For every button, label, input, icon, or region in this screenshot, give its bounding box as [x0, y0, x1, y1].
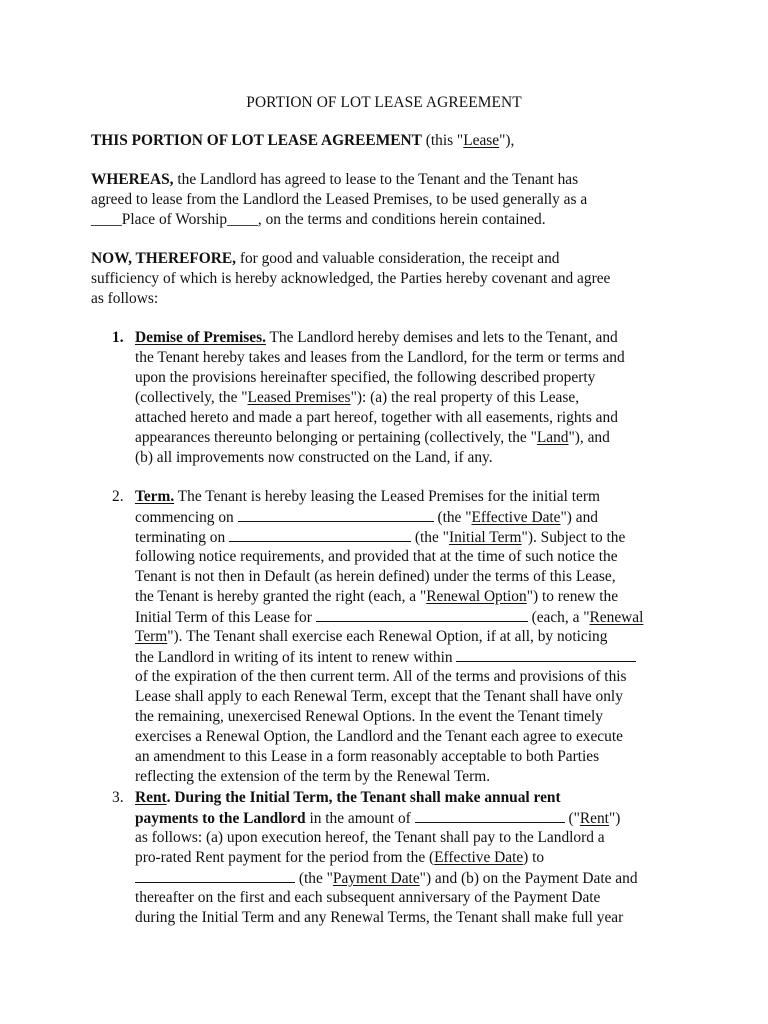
section-heading: Demise of Premises.: [135, 329, 266, 346]
defined-term-land: Land: [536, 429, 569, 446]
defined-term-initial-term: Initial Term: [448, 529, 522, 546]
blank-termination-date[interactable]: [229, 527, 411, 542]
now-therefore-bold: NOW, THEREFORE,: [91, 250, 236, 267]
section-heading: Rent: [135, 789, 167, 806]
defined-term-leased-premises: Leased Premises: [247, 389, 351, 406]
whereas-bold: WHEREAS,: [91, 171, 174, 188]
blank-rent-amount[interactable]: [415, 808, 565, 823]
whereas-paragraph: WHEREAS, the Landlord has agreed to lease to the Tenant and the Tenant has agreed to lease from the Landlord the Leased Premises, to be used generally as a ____Place of Worship____, on the terms and conditions herein contained.: [91, 171, 588, 228]
defined-term-effective-date: Effective Date: [471, 509, 561, 526]
defined-term-term: Term: [135, 628, 168, 645]
document-title: PORTION OF LOT LEASE AGREEMENT: [246, 94, 522, 111]
defined-term-effective-date: Effective Date: [434, 849, 524, 866]
section-heading: Term.: [135, 488, 175, 505]
defined-term-renewal-option: Renewal Option: [426, 588, 527, 605]
defined-term-lease: Lease: [463, 132, 500, 149]
section-number: 2.: [112, 488, 124, 505]
now-therefore-paragraph: NOW, THEREFORE, for good and valuable consideration, the receipt and sufficiency of which is hereby acknowledged, the Parties hereby covenant and agree as follows:: [91, 250, 611, 307]
section-number: 3.: [112, 789, 124, 806]
defined-term-renewal: Renewal: [589, 609, 644, 626]
intro-paragraph: THIS PORTION OF LOT LEASE AGREEMENT (this "Lease"),: [91, 132, 515, 149]
blank-notice-period[interactable]: [456, 647, 636, 662]
defined-term-rent: Rent: [579, 810, 609, 827]
intro-bold: THIS PORTION OF LOT LEASE AGREEMENT: [91, 132, 422, 149]
blank-payment-date[interactable]: [135, 868, 295, 883]
use-field: ____Place of Worship____: [91, 211, 258, 228]
document-page: PORTION OF LOT LEASE AGREEMENT THIS PORTION OF LOT LEASE AGREEMENT (this "Lease"), WHEREAS, the Landlord has agreed to lease to the Tenant and the Tenant has agreed to lease from the Landlord the Leased Premises, to be used generally as a ____Place of Worship____, on the terms and conditions herein contained. NOW, THEREFORE, for good and valuable consideration, the receipt and sufficiency of which is hereby acknowledged, the Parties hereby covenant and agree as follows: 1. Demise of Premises. The Landlord hereby demises and lets to the Tenant, and the Tenant hereby takes and leases from the Landlord, for the term or terms and upon the provisions hereinafter specified, the following described property (collectively, the "Leased Premises"): (a) the real property of this Lease, attached hereto and made a part hereof, together with all easements, rights and appearances thereunto belonging or pertaining (collectively, the "Land"), and (b) all improvements now constructed on the Land, if any. 2. Term. The Tenant is hereby leasing the Leased Premises for the initial term commencing on (the "Effective Date") and terminating on (the "Initial Term"). Subject to the following notice requirements, and provided that at the time of such notice the Tenant is not then in Default (as herein defined) under the terms of this Lease, the Tenant is hereby granted the right (each, a "Renewal Option") to renew the Initial Term of this Lease for (each, a "Renewal Term"). The Tenant shall exercise each Renewal Option, if at all, by noticing the Landlord in writing of its intent to renew within of the expiration of the then current term. All of the terms and provisions of this Lease shall apply to each Renewal Term, except that the Tenant shall have only the remaining, unexercised Renewal Options. In the event the Tenant timely exercises a Renewal Option, the Landlord and the Tenant each agree to execute an amendment to this Lease in a form reasonably acceptable to both Parties reflecting the extension of the term by the Renewal Term. 3. Rent. During the Initial Term, the Tenant shall make annual rent payments to the Landlord in the amount of ("Rent") as follows: (a) upon execution hereof, the Tenant shall pay to the Landlord a pro-rated Rent payment for the period from the (Effective Date) to (the "Payment Date") and (b) on the Payment Date and thereafter on the first and each subsequent anniversary of the Payment Date during the Initial Term and any Renewal Terms, the Tenant shall make full year: [0, 0, 768, 1024]
blank-commencement-date[interactable]: [238, 507, 434, 522]
blank-renewal-period[interactable]: [316, 607, 528, 622]
section-number: 1.: [112, 329, 124, 346]
defined-term-payment-date: Payment Date: [332, 870, 420, 887]
